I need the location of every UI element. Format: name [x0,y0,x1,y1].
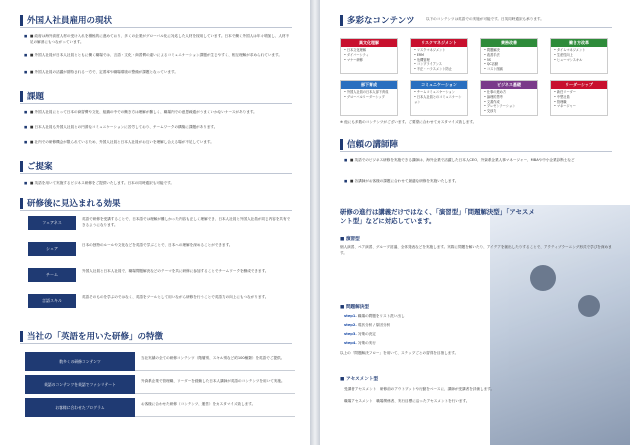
effect-text: 英語で研修を受講することで、日本語では理解が難しかった内容も正しく理解でき、日本人社員と外国人社員が同じ内容を共有できるようになります。 [82,217,291,227]
office-photo [490,205,630,445]
content-box-head: 働き方改革 [551,39,607,47]
content-box-items [341,47,397,63]
training-style-heading: 研修の進行は講義だけではなく、「演習型」「問題解決型」「アセスメント型」などに対応しています。 [340,208,535,225]
content-item: • コスト削減 [484,67,503,72]
content-item: • マネージャー [554,104,576,109]
section-bar-icon [20,161,23,172]
bullet: ■ ■ 英語を用いて実施するビジネス研修をご提供いたします。日本の同時通訳も可能です。 [30,180,292,186]
content-item: • 不正・ハラスメント防止 [414,67,452,72]
content-box [480,80,538,116]
feature-text: 当社実績の全ての研修コンテンツ（階層別、スキル別など約100種類）を英語でご提供。 [141,356,285,360]
step-item: step2. 現状分析 / 原因分析 [344,323,391,327]
content-box-head: コミュニケーション [411,81,467,89]
feature-row [25,375,295,394]
content-item: • 危機管理 [414,57,430,62]
problem-solving-title: ■ 問題解決型 [340,305,369,310]
content-box-head: 異文化理解 [341,39,397,47]
assessment-item: 受講者アセスメント 研修前のアウトプットや行動をベースに、講師が受講者を評価します。 [344,387,495,391]
section-title: 多彩なコンテンツ [347,16,415,26]
content-item: • 交渉力 [484,109,497,114]
person-silhouette-icon [578,295,600,317]
section-title: ご提案 [27,162,53,172]
exercise-type-text: 個人演習、ペア演習、グループ討議、全体発表などを実施します。実際に問題を解いたり、アイデアを創出したりすることで、アクティブラーニング形式で学びを深めます。 [340,245,612,255]
step-item: step3. 対策の決定 [344,332,376,336]
bullet: ■ ■ 政府は海外高度人材の受け入れを積極的に進めており、多くの企業がグローバル化に対応した人材を採用しています。日本で働く外国人は年々増加し、人材不足の解消にもつながっています。 [30,33,292,45]
content-item: • 新任リーダー [554,90,577,94]
content-box-head: リスクマネジメント [411,39,467,47]
content-box [410,38,468,74]
section-title: 課題 [27,92,45,102]
divider [135,416,295,417]
section-bar-icon [20,198,23,209]
section-title: 信頼の講師陣 [347,140,399,150]
divider [135,370,295,371]
feature-row [25,352,295,371]
exercise-type-title: ■ 演習型 [340,237,360,242]
content-item: • 仕事の進め方 [484,90,507,94]
content-item: • タイムマネジメント [554,48,586,52]
content-item: • ヒューマンスキル [554,57,583,62]
section-bar-icon [20,331,23,342]
content-item: • 論理的思考 [484,94,503,99]
step-item: step4. 対策の実行 [344,341,376,345]
page-gutter [310,0,320,445]
content-item: • 問題解決 [484,48,500,52]
section-instructors [340,138,612,152]
feature-label: 英語のコンテンツを英語でファシリテート [25,375,135,394]
effect-text: 外国人社員と日本人社員で、職場問題解決などのテーマを共に研修に参加することでチームワークを醸成できます。 [82,269,269,273]
bullet: ■ ■ 外国人社員にとって日本の商習慣や文化、組織の中での働き方は理解が難しく、職場内での意思疎通がうまくいかないケースがあります。 [30,109,292,115]
step-item: step1. 職場の問題をリスト洗い出し [344,314,405,318]
assessment-title: ■ アセスメント型 [340,377,379,382]
content-item: • 外国人社員の日本人部下育成 [344,90,389,94]
bullet: ■ ■ 外国人社員の活躍が期待される一方で、定着率や職場環境の整備が課題となっています。 [30,69,292,75]
contents-note: ※ 他にも多数のコンテンツがございます。ご要望に合わせてカスタマイズ致します。 [340,120,477,124]
content-box-items [341,89,397,101]
content-box-items [551,47,607,63]
section-subtitle: 以下のコンテンツは英語での実施が可能です。日英同時通訳も承ります。 [426,17,544,21]
section-title: 研修後に見込まれる効果 [27,199,121,209]
content-item: • リスクマネジメント [414,48,446,52]
section-foreign-employment [20,14,292,28]
content-box-items [551,89,607,110]
feature-text: お客様に合わせた研修（コンテンツ、運営）をカスタマイズ致します。 [141,402,256,406]
content-item: • 日本文化理解 [344,48,367,52]
content-item: • マナー研修 [344,57,363,62]
content-box-items [411,47,467,73]
content-item: • コンプライアンス [414,62,442,67]
content-item: • 改善手法 [484,52,500,57]
section-bar-icon [340,15,343,26]
content-item: • グローバルリーダーシップ [344,94,385,99]
effect-label: チーム [28,268,76,282]
content-box [550,80,608,116]
feature-text: 外資系企業で管理職、リーダーを経験した日本人講師が英語のコンテンツを用いて実施。 [141,379,285,383]
content-box-head: 部下育成 [341,81,397,89]
feature-label: お客様に合わせたプログラム [25,398,135,417]
content-item: • ダイバーシティ [344,52,369,57]
effect-label: フェアネス [28,216,76,230]
feature-row [25,398,295,417]
content-item: • 管理職 [554,99,567,104]
section-features [20,330,292,344]
feature-label: 数多くの研修コンテンツ [25,352,135,371]
section-effects [20,197,292,211]
effect-text: 英語そのものを学ぶのではなく、英語をツールとして用いながら研修を行うことで英語力の向上にもつながります。 [82,295,269,299]
content-box-items [481,89,537,115]
left-page [0,0,310,445]
content-item: • チームコミュニケーション [414,90,455,94]
content-box-head: リーダーシップ [551,81,607,89]
section-title: 外国人社員雇用の現状 [27,16,113,26]
bullet: ■ ■ 外国人社員が日本人社員とともに働く職場では、言語・文化・商習慣の違いによるコミュニケーション課題が生じやすく、相互理解が求められています。 [30,52,292,58]
content-item: • 中堅社員 [554,94,570,99]
content-box-items [411,89,467,105]
effect-label: 言語スキル [28,294,76,308]
content-item: • ERM [414,52,424,57]
problem-solving-text: 以上の「問題解決フロー」を用いて、ステップごとの習得を目指します。 [340,351,459,355]
bullet: ■ ■ 各講師がお客様の課題に合わせて最適な研修を実施いたします。 [350,178,612,184]
bullet: ■ ■ 英語でのビジネス研修を実施できる講師は、海外企業で活躍した日本人CEO、外資系企業人事マネージャー、MBAや中小企業診断士など [350,157,612,163]
bullet: ■ ■ 日本人社員も外国人社員との円滑なコミュニケーションに苦労しており、チームワークの構築に課題があります。 [30,124,292,130]
content-box-head: ビジネス基礎 [481,81,537,89]
content-item: • 日本人社員とのコミュニケーション [414,94,462,104]
section-bar-icon [20,91,23,102]
right-page [320,0,630,445]
content-box [550,38,608,74]
content-box [410,80,468,116]
content-box [480,38,538,74]
assessment-item: 職場アセスメント 職場関係者、実行目標に沿ったアセスメントを行います。 [344,399,470,403]
section-title: 当社の「英語を用いた研修」の特徴 [27,332,164,342]
section-issues [20,90,292,104]
effect-label: シェア [28,242,76,256]
content-box [340,80,398,116]
effect-text: 日本の独特のルールや文化などを英語で学ぶことで、日本への理解を深めることができます。 [82,243,233,247]
content-item: • 5S [484,57,491,62]
bullet: ■ ■ 社内での研修機会が限られているため、外国人社員と日本人社員がお互いを理解し合える場が不足しています。 [30,139,292,145]
content-box [340,38,398,74]
content-item: • 生産性向上 [554,52,573,57]
section-proposal [20,160,292,174]
content-item: • QC活動 [484,62,499,67]
content-box-head: 業務改善 [481,39,537,47]
section-contents [340,14,612,28]
section-bar-icon [20,15,23,26]
content-item: • 文書作成 [484,99,500,104]
person-silhouette-icon [530,265,556,291]
divider [135,393,295,394]
section-bar-icon [340,139,343,150]
content-box-items [481,47,537,73]
content-item: • プレゼンテーション [484,104,516,109]
